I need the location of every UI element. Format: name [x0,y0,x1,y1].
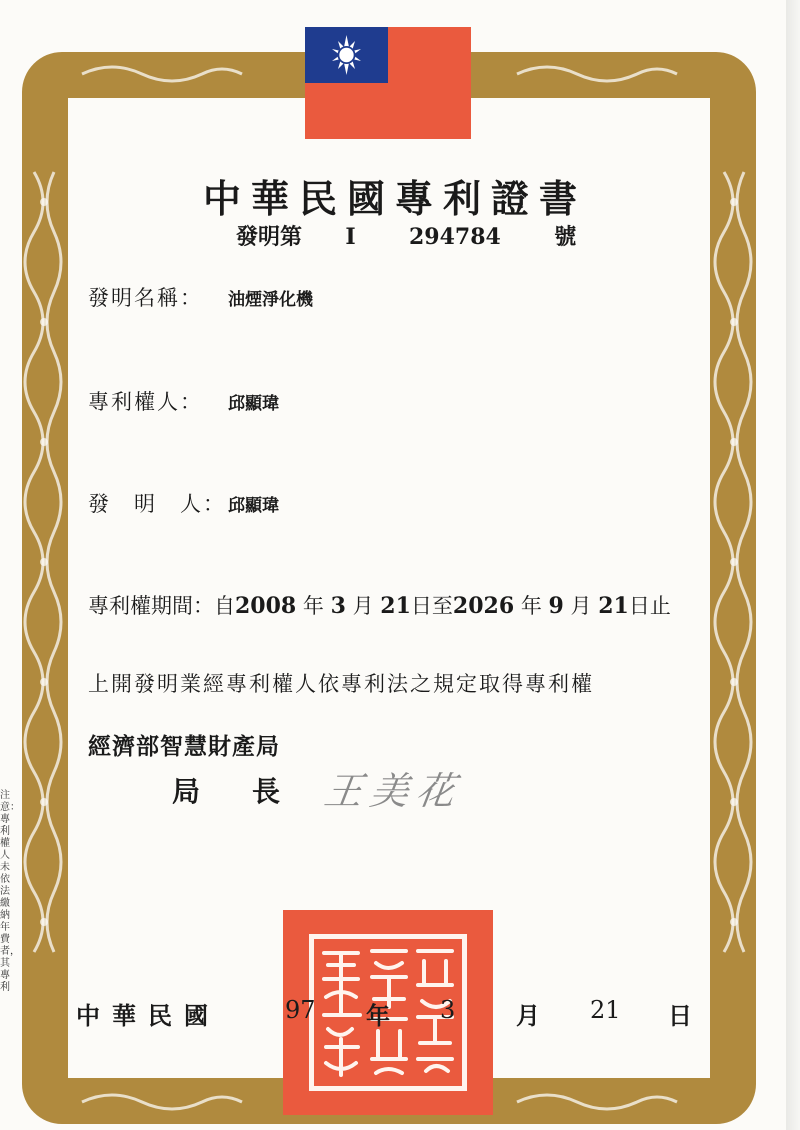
flag-canton [305,27,388,83]
field-inventor [88,488,279,518]
end-year: 2026 [452,593,515,619]
date-month-word: 月 [516,1001,540,1030]
white-sun-icon [305,27,388,83]
period-end-word: 日止 [628,594,671,618]
period-to: 至 [431,594,453,618]
field-label: 發 明 人： [88,492,226,516]
month-word: 月 [570,594,592,618]
director-signature: 王美花 [321,769,466,813]
period-from: 自 [214,594,235,618]
page-edge [786,0,800,1130]
field-value: 邱顯瑋 [228,394,279,414]
grant-statement: 上開發明業經專利權人依專利法之規定取得專利權 [88,672,594,696]
start-month: 3 [330,593,346,619]
period-label: 專利權期間： [88,594,214,618]
field-label: 專利權人： [88,390,203,414]
director-title-2: 長 [252,775,281,808]
year-word: 年 [302,594,324,618]
director-title [172,770,280,810]
year-word: 年 [520,594,542,618]
director-title-1: 局 [172,775,201,808]
start-year: 2008 [235,593,297,619]
field-patentee [88,386,279,416]
cert-number-value: 294784 [409,224,501,250]
field-invention-name [88,282,313,312]
date-month: 3 [440,996,456,1024]
field-value: 邱顯瑋 [228,496,279,516]
end-month: 9 [548,593,564,619]
date-year: 97 [285,996,316,1024]
field-label: 發明名稱： [88,286,203,310]
field-value: 油煙淨化機 [228,290,313,310]
date-era [76,996,220,1031]
day-word: 日 [410,594,432,618]
cert-number-suffix: 號 [554,224,577,250]
start-day: 21 [380,593,411,619]
date-year-word: 年 [366,1001,390,1030]
national-flag [305,27,471,139]
issuing-agency: 經濟部智慧財產局 [88,733,280,760]
side-note: 注意：專利權人未依法繳納年費者，其專利 [0,790,20,993]
end-day: 21 [598,593,629,619]
month-word: 月 [352,594,374,618]
date-day-word: 日 [668,1001,692,1030]
cert-number-letter: I [345,224,356,250]
cert-number-prefix: 發明第 [236,224,303,250]
patent-term [88,590,671,620]
certificate-number [236,220,576,251]
date-era-text: 中華民國 [76,1001,220,1030]
certificate-title: 中華民國專利證書 [202,176,587,221]
date-day: 21 [590,996,621,1024]
